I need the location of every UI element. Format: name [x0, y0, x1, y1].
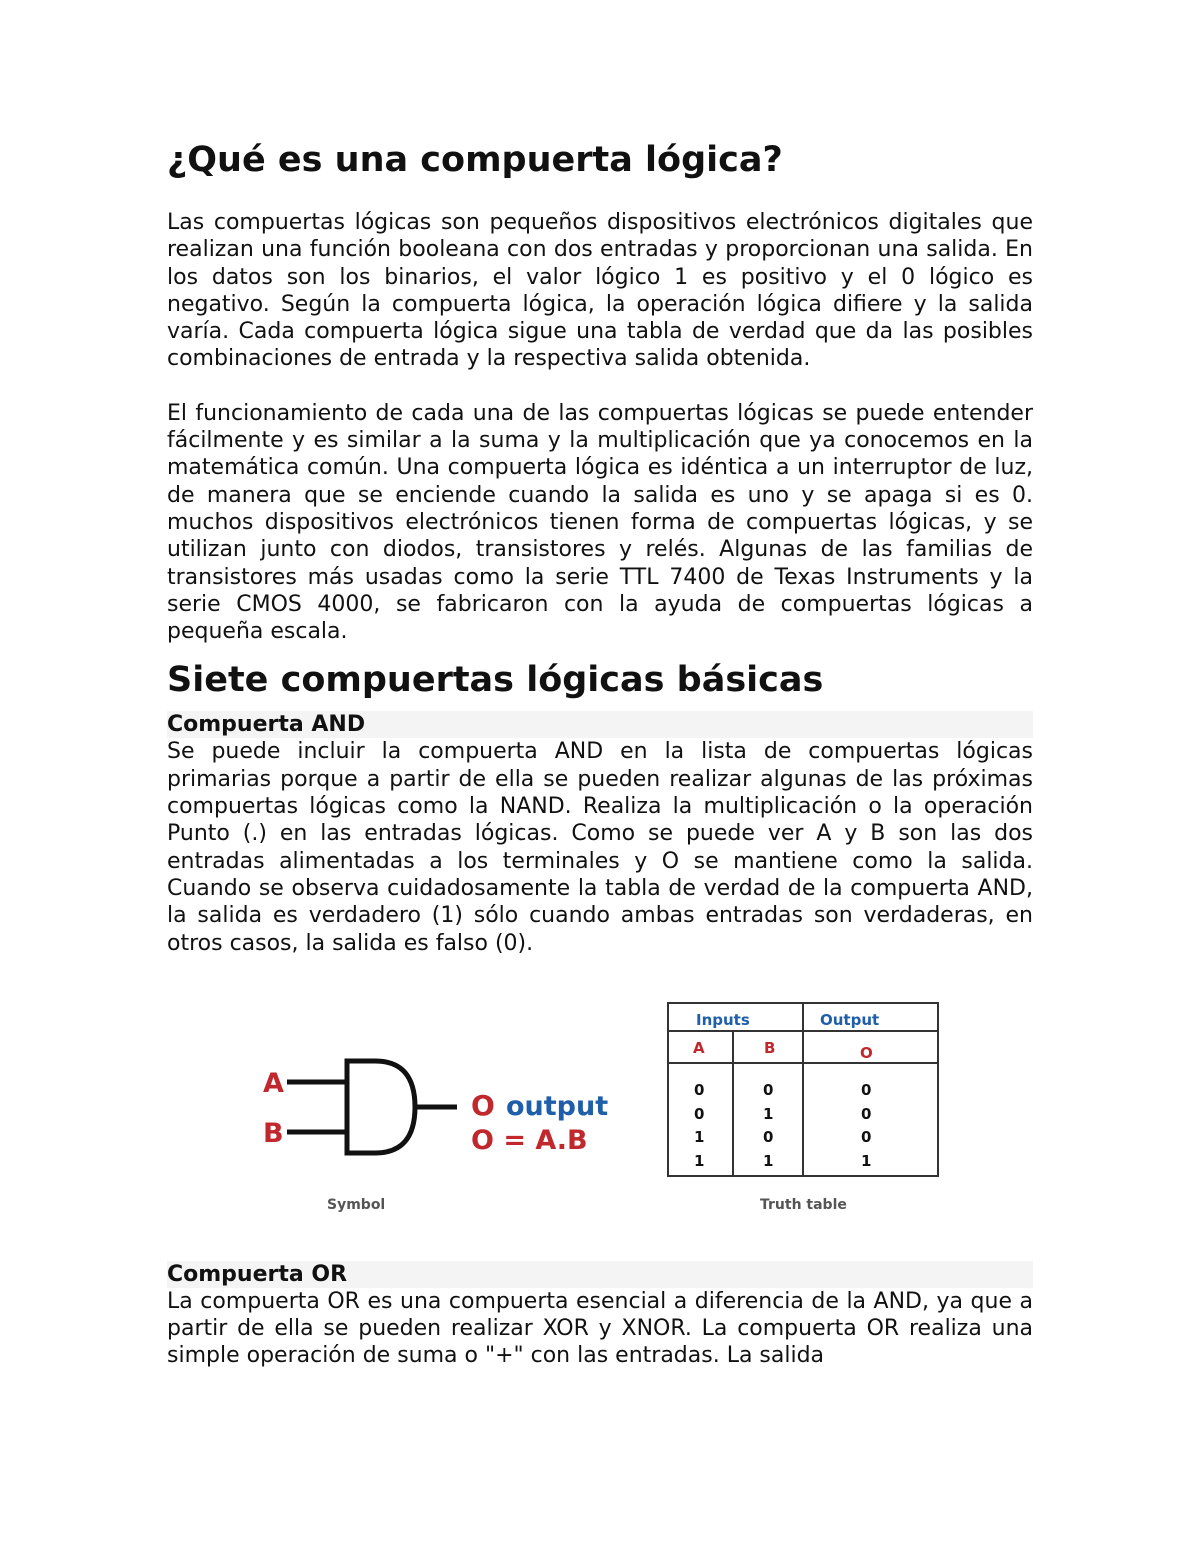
- and-gate-paragraph: Se puede incluir la compuerta AND en la lista de compuertas lógicas primarias porque a partir de ella se pueden realizar algunas de las próximas compuertas lógicas como la NAND. Realiza la multiplicación o la operación Punto (.) en las entradas lógicas. Como se puede ver A y B son las dos entradas alimentadas a los terminales y O se mantiene como la salida. Cuando se observa cuidadosamente la tabla de verdad de la compuerta AND, la salida es verdadero (1) sólo cuando ambas entradas son verdaderas, en otros casos, la salida es falso (0).: [167, 739, 1033, 956]
- and-gate-heading: Compuerta AND: [167, 711, 1033, 738]
- input-b-label: B: [263, 1117, 284, 1149]
- section-title: Siete compuertas lógicas básicas: [167, 660, 824, 701]
- cell-b: 1: [763, 1151, 774, 1170]
- page-title: ¿Qué es una compuerta lógica?: [167, 140, 783, 180]
- intro-paragraph-2: El funcionamiento de cada una de las compuertas lógicas se puede entender fácilmente y es similar a la suma y la multiplicación que ya conocemos en la matemática común. Una compuerta lógica es idéntica a un interruptor de luz, de manera que se enciende cuando la salida es uno y se apaga si es 0. muchos dispositivos electrónicos tienen forma de compuertas lógicas, y se utilizan junto con diodos, transistores y relés. Algunas de las familias de transistores más usadas como la serie TTL 7400 de Texas Instruments y la serie CMOS 4000, se fabricaron con la ayuda de compuertas lógicas a pequeña escala.: [167, 400, 1033, 645]
- document-page: [167, 137, 1033, 1370]
- symbol-caption: Symbol: [327, 1196, 386, 1213]
- table-header-inputs: Inputs: [696, 1010, 750, 1029]
- table-col-b: B: [764, 1038, 776, 1057]
- output-o-label: O: [471, 1088, 495, 1122]
- and-gate-symbol: [287, 1061, 457, 1153]
- input-a-label: A: [263, 1067, 284, 1099]
- cell-a: 0: [694, 1080, 705, 1099]
- or-gate-heading: Compuerta OR: [167, 1261, 1033, 1288]
- table-col-o: O: [860, 1043, 873, 1062]
- intro-paragraph-1: Las compuertas lógicas son pequeños dispositivos electrónicos digitales que realizan una función booleana con dos entradas y proporcionan una salida. En los datos son los binarios, el valor lógico 1 es positivo y el 0 lógico es negativo. Según la compuerta lógica, la operación lógica difiere y la salida varía. Cada compuerta lógica sigue una tabla de verdad que da las posibles combinaciones de entrada y la respectiva salida obtenida.: [167, 210, 1033, 372]
- or-gate-paragraph: La compuerta OR es una compuerta esencial a diferencia de la AND, ya que a partir de ella se pueden realizar XOR y XNOR. La compuerta OR realiza una simple operación de suma o "+" con las entradas. La salida: [167, 1288, 1033, 1369]
- cell-b: 0: [763, 1127, 774, 1146]
- cell-o: 0: [861, 1104, 872, 1123]
- table-header-output: Output: [820, 1010, 880, 1029]
- table-col-a: A: [693, 1038, 705, 1057]
- and-gate-figure: [167, 991, 1033, 1261]
- cell-a: 1: [694, 1127, 705, 1146]
- cell-o: 0: [861, 1127, 872, 1146]
- table-caption: Truth table: [760, 1196, 847, 1213]
- cell-o: 1: [861, 1151, 872, 1170]
- cell-a: 0: [694, 1104, 705, 1123]
- cell-a: 1: [694, 1151, 705, 1170]
- cell-o: 0: [861, 1080, 872, 1099]
- and-gate-illustration: [167, 991, 1033, 1261]
- cell-b: 1: [763, 1104, 774, 1123]
- cell-b: 0: [763, 1080, 774, 1099]
- output-word-label: output: [506, 1090, 609, 1122]
- output-equation: O = A.B: [471, 1124, 588, 1156]
